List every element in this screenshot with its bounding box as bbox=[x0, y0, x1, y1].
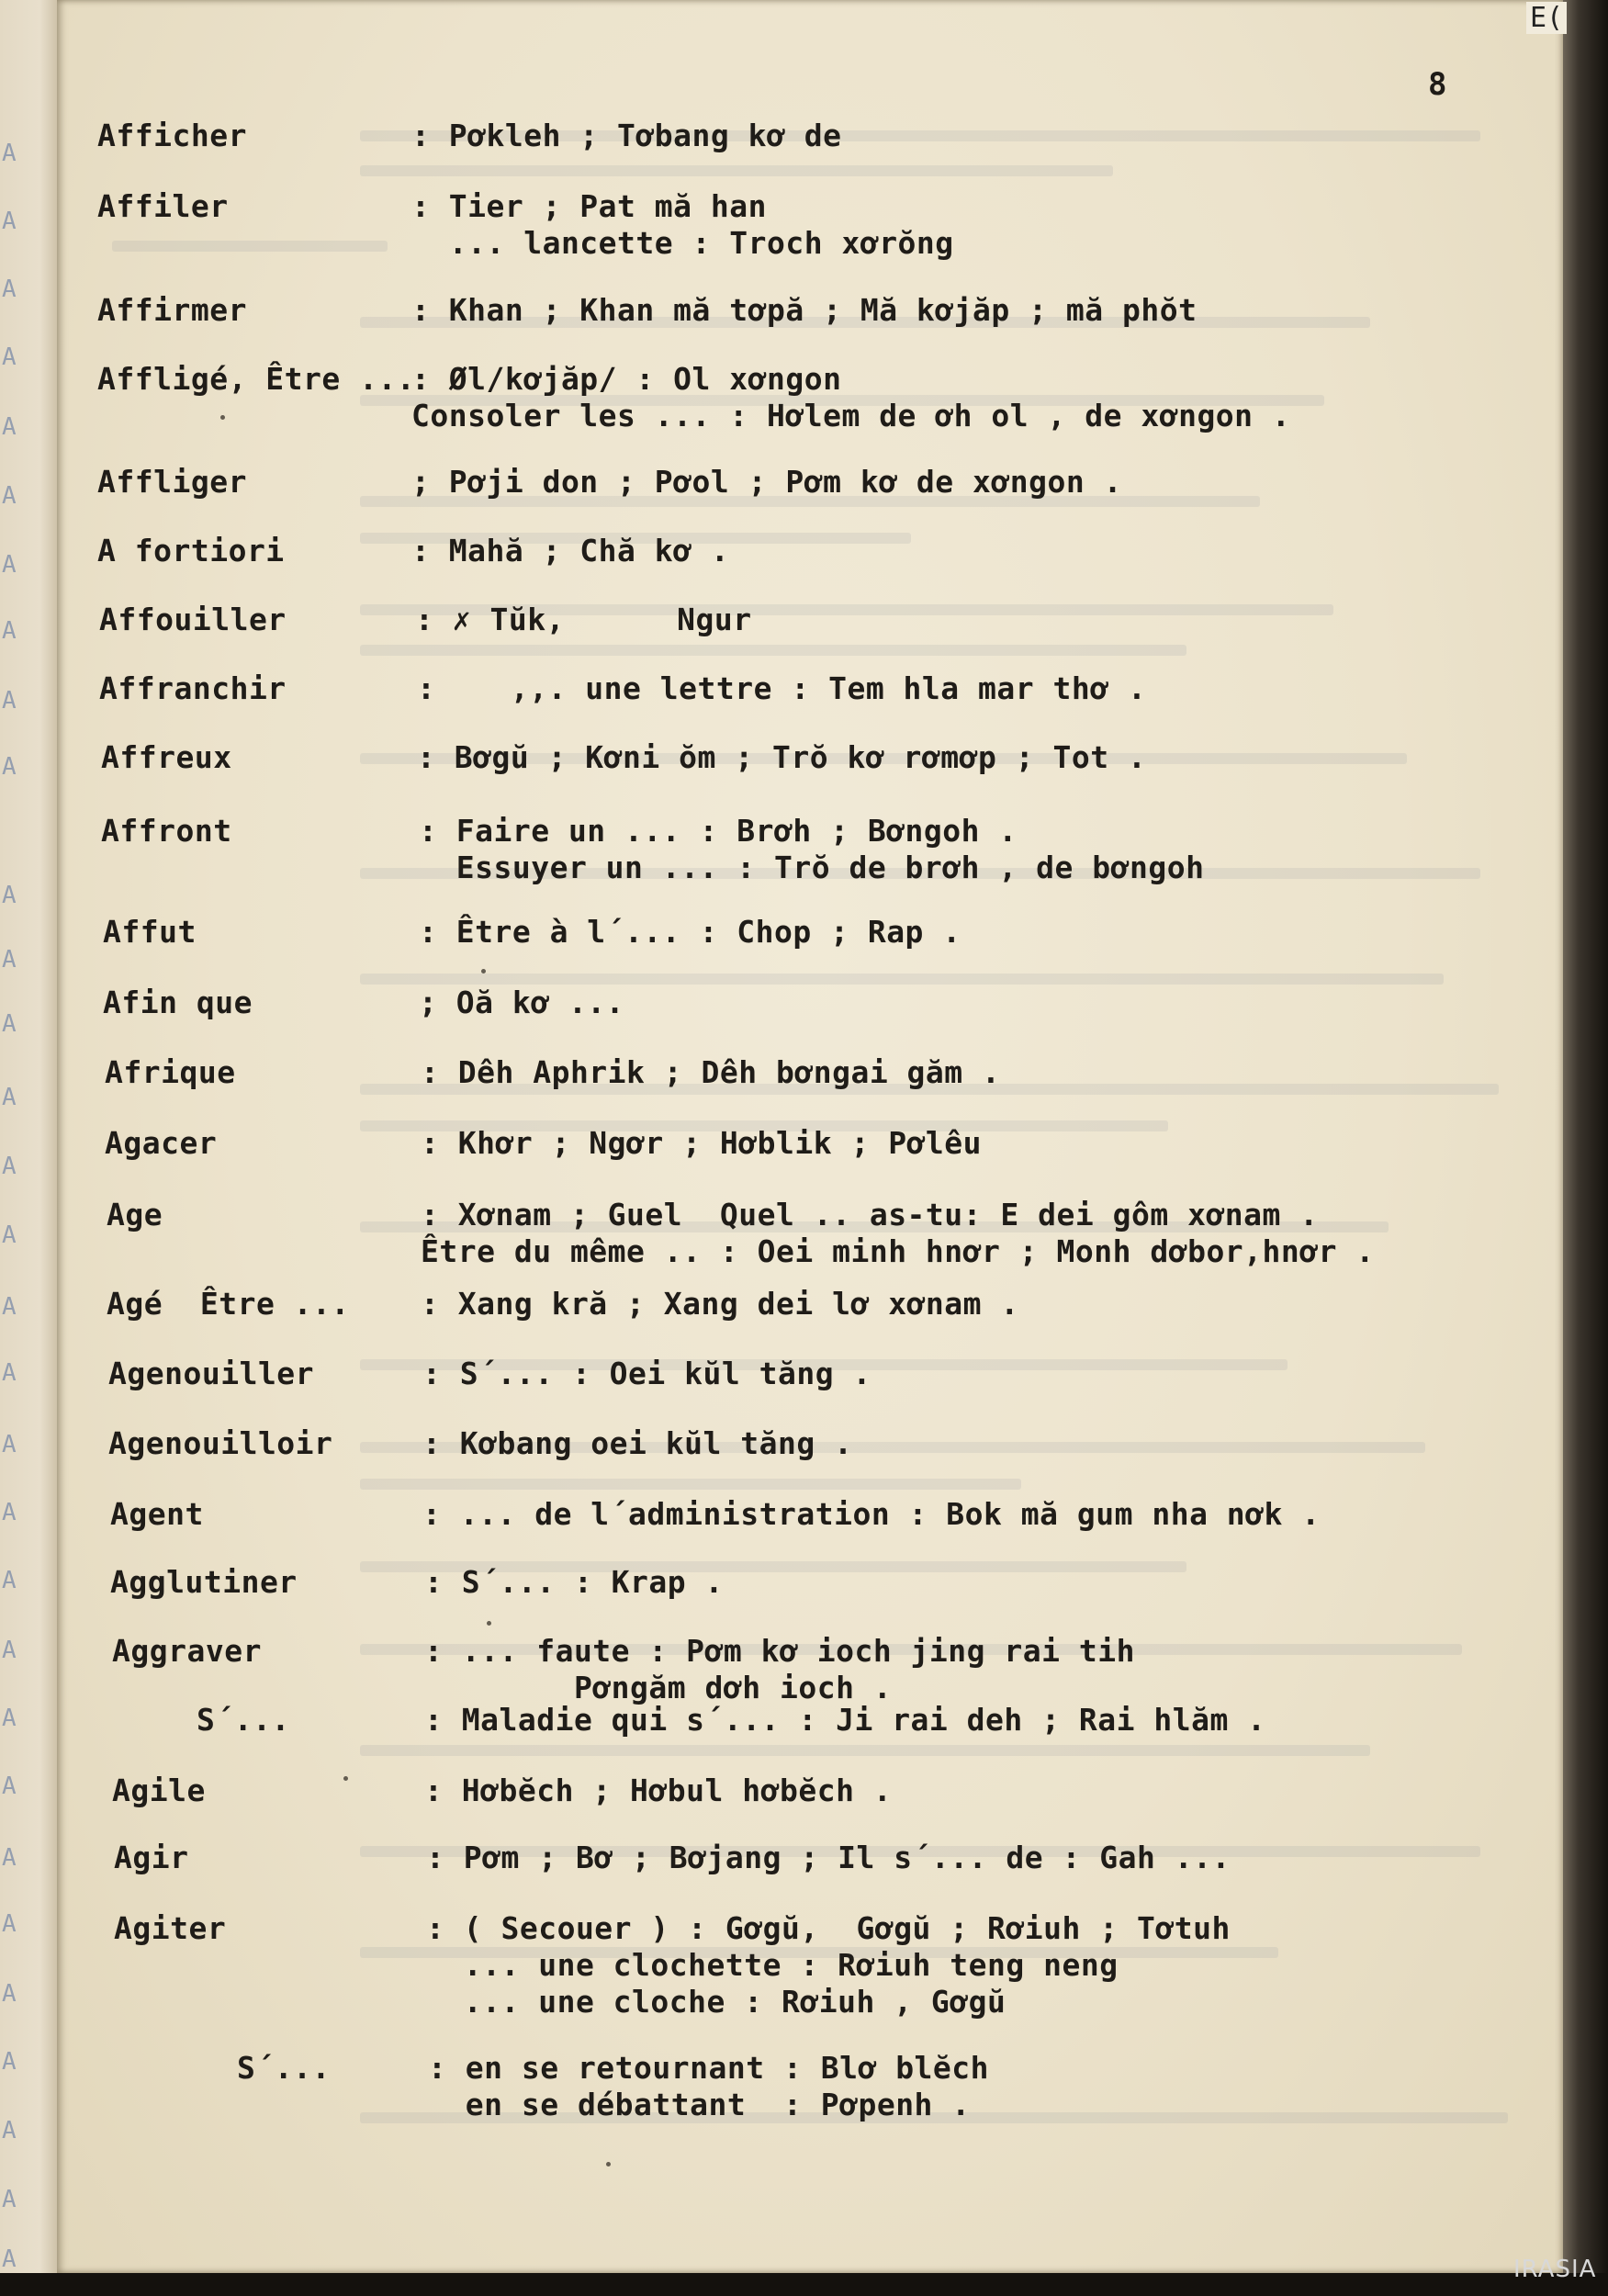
entry-headword: Agile bbox=[112, 1773, 206, 1808]
definition-line: : Mahă ; Chă kơ . bbox=[411, 533, 730, 568]
previous-page-mark: A bbox=[2, 140, 17, 167]
definition-line: : Pơkleh ; Tơbang kơ de bbox=[411, 118, 842, 153]
definition-line: : Bơgŭ ; Kơni ŏm ; Trŏ kơ rơmơp ; Tot . bbox=[417, 739, 1147, 775]
definition-line: : Xơnam ; Guel Quel .. as-tu: E dei gôm xơnam . bbox=[421, 1197, 1319, 1232]
entry-headword: Agent bbox=[110, 1496, 204, 1532]
previous-page-mark: A bbox=[2, 2048, 17, 2076]
previous-page-mark: A bbox=[2, 1431, 17, 1458]
definition-line: : Khan ; Khan mă tơpă ; Mă kơjăp ; mă phŏt bbox=[411, 292, 1198, 328]
previous-page-mark: A bbox=[2, 1567, 17, 1594]
entry-definition bbox=[422, 1425, 852, 1462]
definition-line: ; Pơji don ; Pơol ; Pơm kơ de xơngon . bbox=[411, 464, 1122, 500]
previous-page-mark: A bbox=[2, 413, 17, 441]
definition-line: : en se retournant : Blơ blĕch bbox=[428, 2050, 990, 2086]
entry-definition bbox=[411, 361, 1290, 434]
definition-line: : ... de l´administration : Bok mă gum nha nơk . bbox=[422, 1496, 1321, 1532]
entry-definition bbox=[426, 1840, 1231, 1876]
entry-headword: Agglutiner bbox=[110, 1564, 298, 1600]
definition-line: : Être à l´... : Chop ; Rap . bbox=[419, 914, 961, 950]
entry-definition bbox=[421, 1197, 1375, 1270]
ink-speck bbox=[481, 969, 486, 974]
entry-headword: Affront bbox=[101, 813, 232, 849]
previous-page-mark: A bbox=[2, 2245, 17, 2273]
ink-speck bbox=[487, 1621, 491, 1626]
page-number: 8 bbox=[1428, 66, 1447, 103]
previous-page-mark: A bbox=[2, 1010, 17, 1038]
definition-line: : ... faute : Pơm kơ ioch jing rai tih bbox=[424, 1633, 1135, 1669]
previous-page-mark: A bbox=[2, 617, 17, 645]
definition-line: : Khơr ; Ngơr ; Hơblik ; Pơlêu bbox=[421, 1125, 983, 1161]
definition-line: : ,,. une lettre : Tem hla mar thơ . bbox=[417, 670, 1147, 706]
entry-definition bbox=[419, 813, 1204, 886]
definition-line: ... lancette : Troch xơrŏng bbox=[411, 225, 954, 261]
ink-speck bbox=[220, 415, 225, 420]
previous-page-mark: A bbox=[2, 276, 17, 303]
definition-line: ... une cloche : Rơiuh , Gơgŭ bbox=[426, 1984, 1006, 2020]
previous-page-mark: A bbox=[2, 208, 17, 235]
entry-definition bbox=[419, 985, 624, 1021]
previous-page-mark: A bbox=[2, 343, 17, 371]
entry-definition bbox=[411, 292, 1197, 329]
entry-headword: Afrique bbox=[105, 1054, 236, 1090]
entry-definition bbox=[422, 1356, 871, 1392]
adjacent-page-fragment: E( bbox=[1526, 2, 1567, 34]
entry-definition bbox=[421, 1125, 982, 1162]
entry-headword: A fortiori bbox=[97, 533, 285, 568]
entry-definition bbox=[426, 1910, 1231, 2020]
previous-page-mark: A bbox=[2, 551, 17, 579]
previous-page-mark: A bbox=[2, 1153, 17, 1180]
previous-page-marks bbox=[0, 0, 57, 2273]
definition-line: : Kơbang oei kŭl tăng . bbox=[422, 1425, 853, 1461]
entry-definition bbox=[424, 1773, 892, 1809]
entry-definition bbox=[411, 188, 954, 262]
previous-page-mark: A bbox=[2, 1499, 17, 1526]
previous-page-mark: A bbox=[2, 1293, 17, 1321]
entry-definition bbox=[421, 1286, 1019, 1322]
entry-headword: Agenouilloir bbox=[108, 1425, 333, 1461]
entry-headword: Agé Être ... bbox=[107, 1286, 350, 1322]
previous-page-mark: A bbox=[2, 2186, 17, 2213]
entry-definition bbox=[422, 1496, 1321, 1533]
definition-line: : ✗ Tŭk, Ngur bbox=[415, 602, 752, 637]
entry-headword: S´... bbox=[197, 1702, 290, 1738]
definition-line: en se débattant : Pơpenh . bbox=[428, 2087, 971, 2122]
definition-line: : S´... : Krap . bbox=[424, 1564, 724, 1600]
previous-page-mark: A bbox=[2, 1705, 17, 1732]
entry-definition bbox=[424, 1564, 724, 1601]
entry-definition bbox=[417, 739, 1146, 776]
watermark: IRASIA bbox=[1513, 2256, 1597, 2283]
entry-definition bbox=[424, 1702, 1266, 1739]
entry-definition bbox=[421, 1054, 1000, 1091]
previous-page-mark: A bbox=[2, 1910, 17, 1938]
entry-headword: Agiter bbox=[114, 1910, 227, 1946]
entry-headword: Affligé, Être ... bbox=[97, 361, 416, 397]
definition-line: ; Oă kơ ... bbox=[419, 985, 625, 1020]
previous-page-mark: A bbox=[2, 687, 17, 715]
entry-definition bbox=[419, 914, 961, 951]
book-edge-shadow bbox=[1563, 0, 1608, 2273]
definition-line: : S´... : Oei kŭl tăng . bbox=[422, 1356, 871, 1391]
entry-headword: Affouiller bbox=[99, 602, 287, 637]
entry-headword: Afficher bbox=[97, 118, 247, 153]
entry-headword: Agenouiller bbox=[108, 1356, 315, 1391]
definition-line: : Dêh Aphrik ; Dêh bơngai găm . bbox=[421, 1054, 1001, 1090]
definition-line: : Faire un ... : Brơh ; Bơngoh . bbox=[419, 813, 1018, 849]
entry-definition bbox=[411, 533, 729, 569]
previous-page-mark: A bbox=[2, 753, 17, 781]
definition-line: : Pơm ; Bơ ; Bơjang ; Il s´... de : Gah ... bbox=[426, 1840, 1231, 1875]
ink-speck bbox=[343, 1776, 348, 1781]
entry-headword: S´... bbox=[237, 2050, 331, 2086]
entry-headword: Affliger bbox=[97, 464, 247, 500]
previous-page-mark: A bbox=[2, 1844, 17, 1872]
entry-definition bbox=[417, 670, 1146, 707]
previous-page-mark: A bbox=[2, 482, 17, 510]
definition-line: : Xang kră ; Xang dei lơ xơnam . bbox=[421, 1286, 1019, 1322]
entry-headword: Affut bbox=[103, 914, 197, 950]
definition-line: : Maladie qui s´... : Ji rai deh ; Rai hlăm . bbox=[424, 1702, 1266, 1738]
previous-page-mark: A bbox=[2, 1637, 17, 1664]
entry-headword: Age bbox=[107, 1197, 163, 1232]
entry-definition bbox=[424, 1633, 1135, 1706]
entry-headword: Affiler bbox=[97, 188, 229, 224]
definition-line: Pơngăm dơh ioch . bbox=[424, 1670, 893, 1705]
entry-headword: Affirmer bbox=[97, 292, 247, 328]
entry-headword: Aggraver bbox=[112, 1633, 262, 1669]
definition-line: Essuyer un ... : Trŏ de brơh , de bơngoh bbox=[419, 850, 1205, 885]
definition-line: Consoler les ... : Hơlem de ơh ol , de xơngon . bbox=[411, 398, 1291, 433]
definition-line: : Tier ; Pat mă han bbox=[411, 188, 767, 224]
entry-definition bbox=[411, 464, 1122, 501]
entry-headword: Agacer bbox=[105, 1125, 218, 1161]
entry-definition bbox=[415, 602, 752, 638]
previous-page-edge bbox=[0, 0, 57, 2273]
definition-line: : Hơbĕch ; Hơbul hơbĕch . bbox=[424, 1773, 893, 1808]
definition-line: ... une clochette : Rơiuh teng neng bbox=[426, 1947, 1119, 1983]
entry-headword: Affranchir bbox=[99, 670, 287, 706]
entry-headword: Agir bbox=[114, 1840, 189, 1875]
dictionary-page bbox=[57, 0, 1563, 2273]
definition-line: Être du même .. : Oei minh hnơr ; Monh dơbor,hnơr . bbox=[421, 1233, 1375, 1269]
entry-headword: Affreux bbox=[101, 739, 232, 775]
entry-definition bbox=[411, 118, 841, 154]
entry-headword: Afin que bbox=[103, 985, 253, 1020]
previous-page-mark: A bbox=[2, 1084, 17, 1111]
previous-page-mark: A bbox=[2, 1359, 17, 1387]
previous-page-mark: A bbox=[2, 882, 17, 909]
definition-line: : ( Secouer ) : Gơgŭ, Gơgŭ ; Rơiuh ; Tơtuh bbox=[426, 1910, 1231, 1946]
definition-line: : Øl/kơjăp/ : Ol xơngon bbox=[411, 361, 842, 397]
previous-page-mark: A bbox=[2, 1773, 17, 1800]
previous-page-mark: A bbox=[2, 946, 17, 974]
entry-definition bbox=[428, 2050, 989, 2123]
previous-page-mark: A bbox=[2, 1980, 17, 2008]
previous-page-mark: A bbox=[2, 2117, 17, 2144]
ink-speck bbox=[606, 2162, 611, 2167]
previous-page-mark: A bbox=[2, 1221, 17, 1249]
